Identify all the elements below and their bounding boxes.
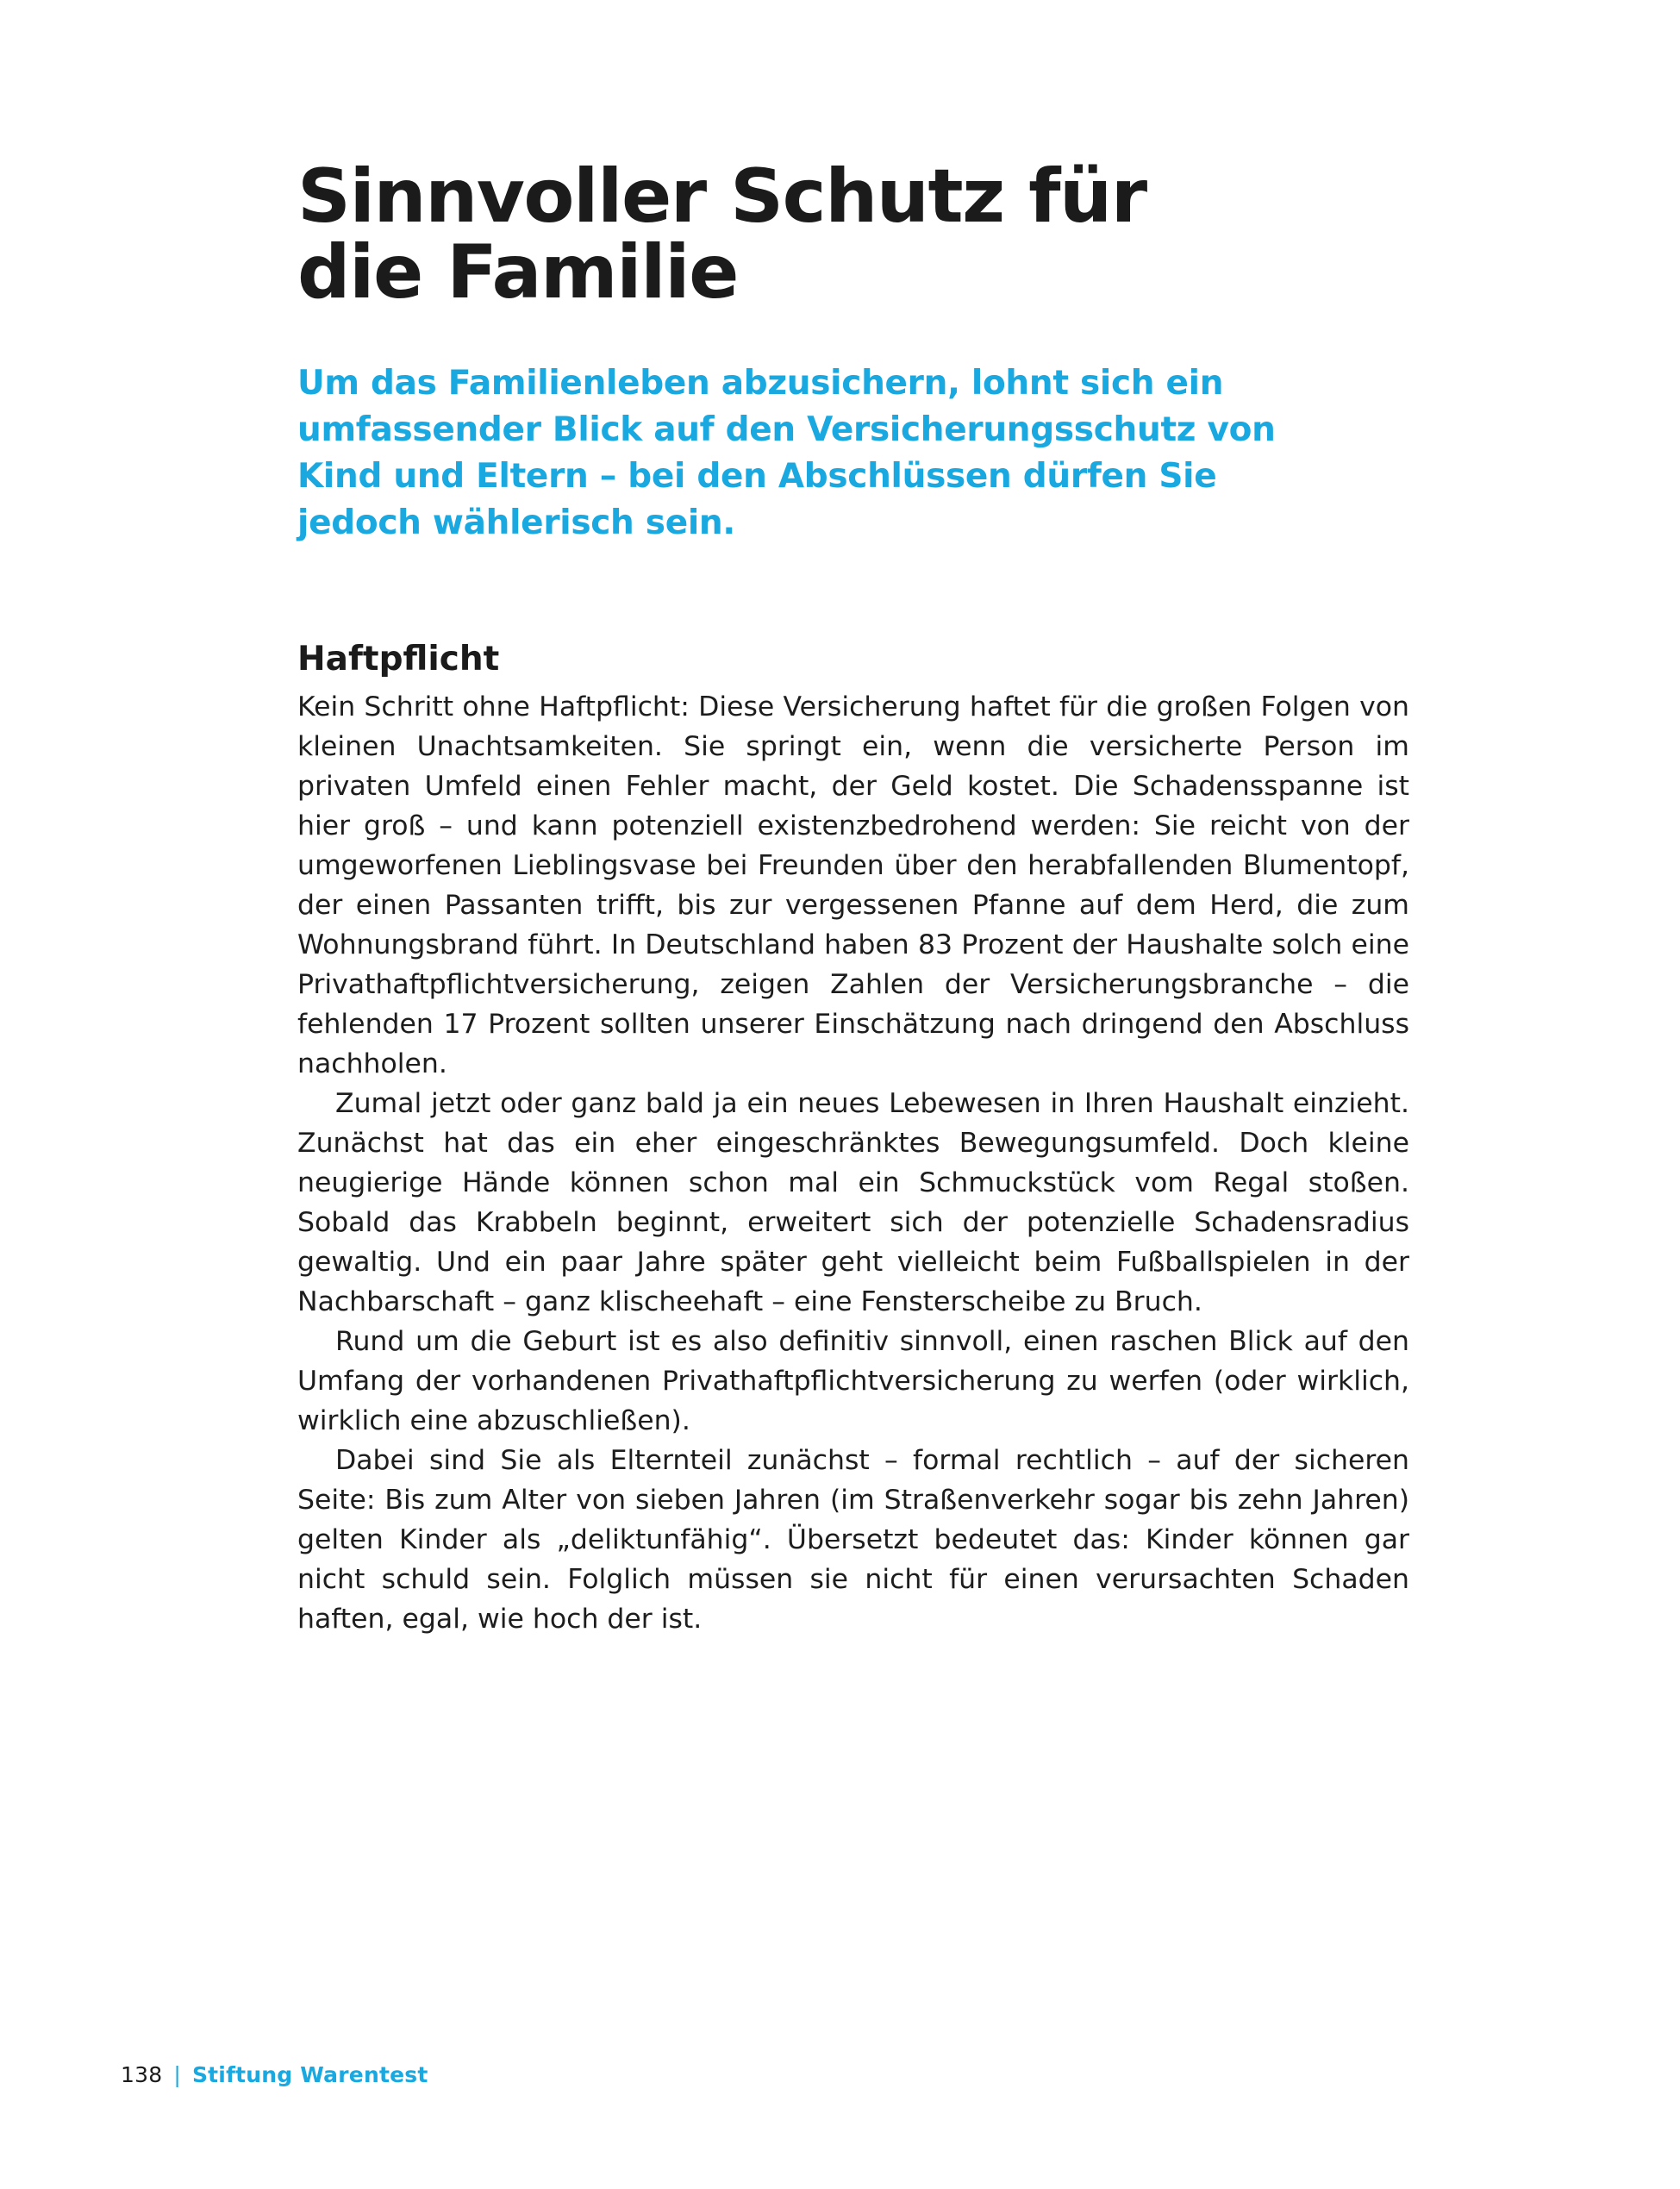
page-title: Sinnvoller Schutz für die Familie — [297, 153, 1146, 316]
page-footer — [121, 2062, 428, 2087]
paragraph: Kein Schritt ohne Haftpflicht: Diese Versicherung haftet für die großen Folgen von kleinen Unachtsamkeiten. Sie springt ein, wenn die versicherte Person im privaten Umfeld einen Fehler macht, der Geld kostet. Die Schadensspanne ist hier groß – und kann potenziell existenzbedrohend werden: Sie reicht von der umgeworfenen Lieblingsvase bei Freunden über den herabfallenden Blumentopf, der einen Passanten trifft, bis zur vergessenen Pfanne auf dem Herd, die zum Wohnungsbrand führt. In Deutschland haben 83 Prozent der Haushalte solch eine Privathaftpflichtversicherung, zeigen Zahlen der Versicherungsbranche – die fehlenden 17 Prozent sollten unserer Einschätzung nach dringend den Abschluss nachholen. — [297, 691, 1409, 1080]
section-heading: Haftpflicht — [297, 639, 500, 679]
footer-page-number: 138 — [121, 2062, 163, 2087]
paragraph: Rund um die Geburt ist es also definitiv sinnvoll, einen raschen Blick auf den Umfang der vorhandenen Privathaftpflichtversicherung zu werfen (oder wirklich, wirklich eine abzuschließen). — [297, 1326, 1409, 1437]
footer-separator: | — [173, 2062, 181, 2087]
section-body — [297, 688, 1409, 1640]
paragraph: Dabei sind Sie als Elternteil zunächst – formal rechtlich – auf der sicheren Seite: Bis zum Alter von sieben Jahren (im Straßenverkehr sogar bis zehn Jahren) gelten Kinder als „deliktunfähig“. Übersetzt bedeutet das: Kinder können gar nicht schuld sein. Folglich müssen sie nicht für einen verursachten Schaden haften, egal, wie hoch der ist. — [297, 1445, 1409, 1635]
footer-brand: Stiftung Warentest — [191, 2062, 428, 2087]
section-haftpflicht — [297, 640, 1409, 1640]
article-standfirst: Um das Familienleben abzusichern, lohnt sich ein umfassender Blick auf den Versicherungsschutz von Kind und Eltern – bei den Abschlüssen dürfen Sie jedoch wählerisch sein. — [297, 364, 1276, 542]
article-content — [297, 153, 1409, 1640]
paragraph: Zumal jetzt oder ganz bald ja ein neues Lebewesen in Ihren Haushalt einzieht. Zunächst hat das ein eher eingeschränktes Bewegungsumfeld. Doch kleine neugierige Hände können schon mal ein Schmuckstück vom Regal stoßen. Sobald das Krabbeln beginnt, erweitert sich der potenzielle Schadensradius gewaltig. Und ein paar Jahre später geht vielleicht beim Fußballspielen in der Nachbarschaft – ganz klischeehaft – eine Fensterscheibe zu Bruch. — [297, 1088, 1409, 1318]
